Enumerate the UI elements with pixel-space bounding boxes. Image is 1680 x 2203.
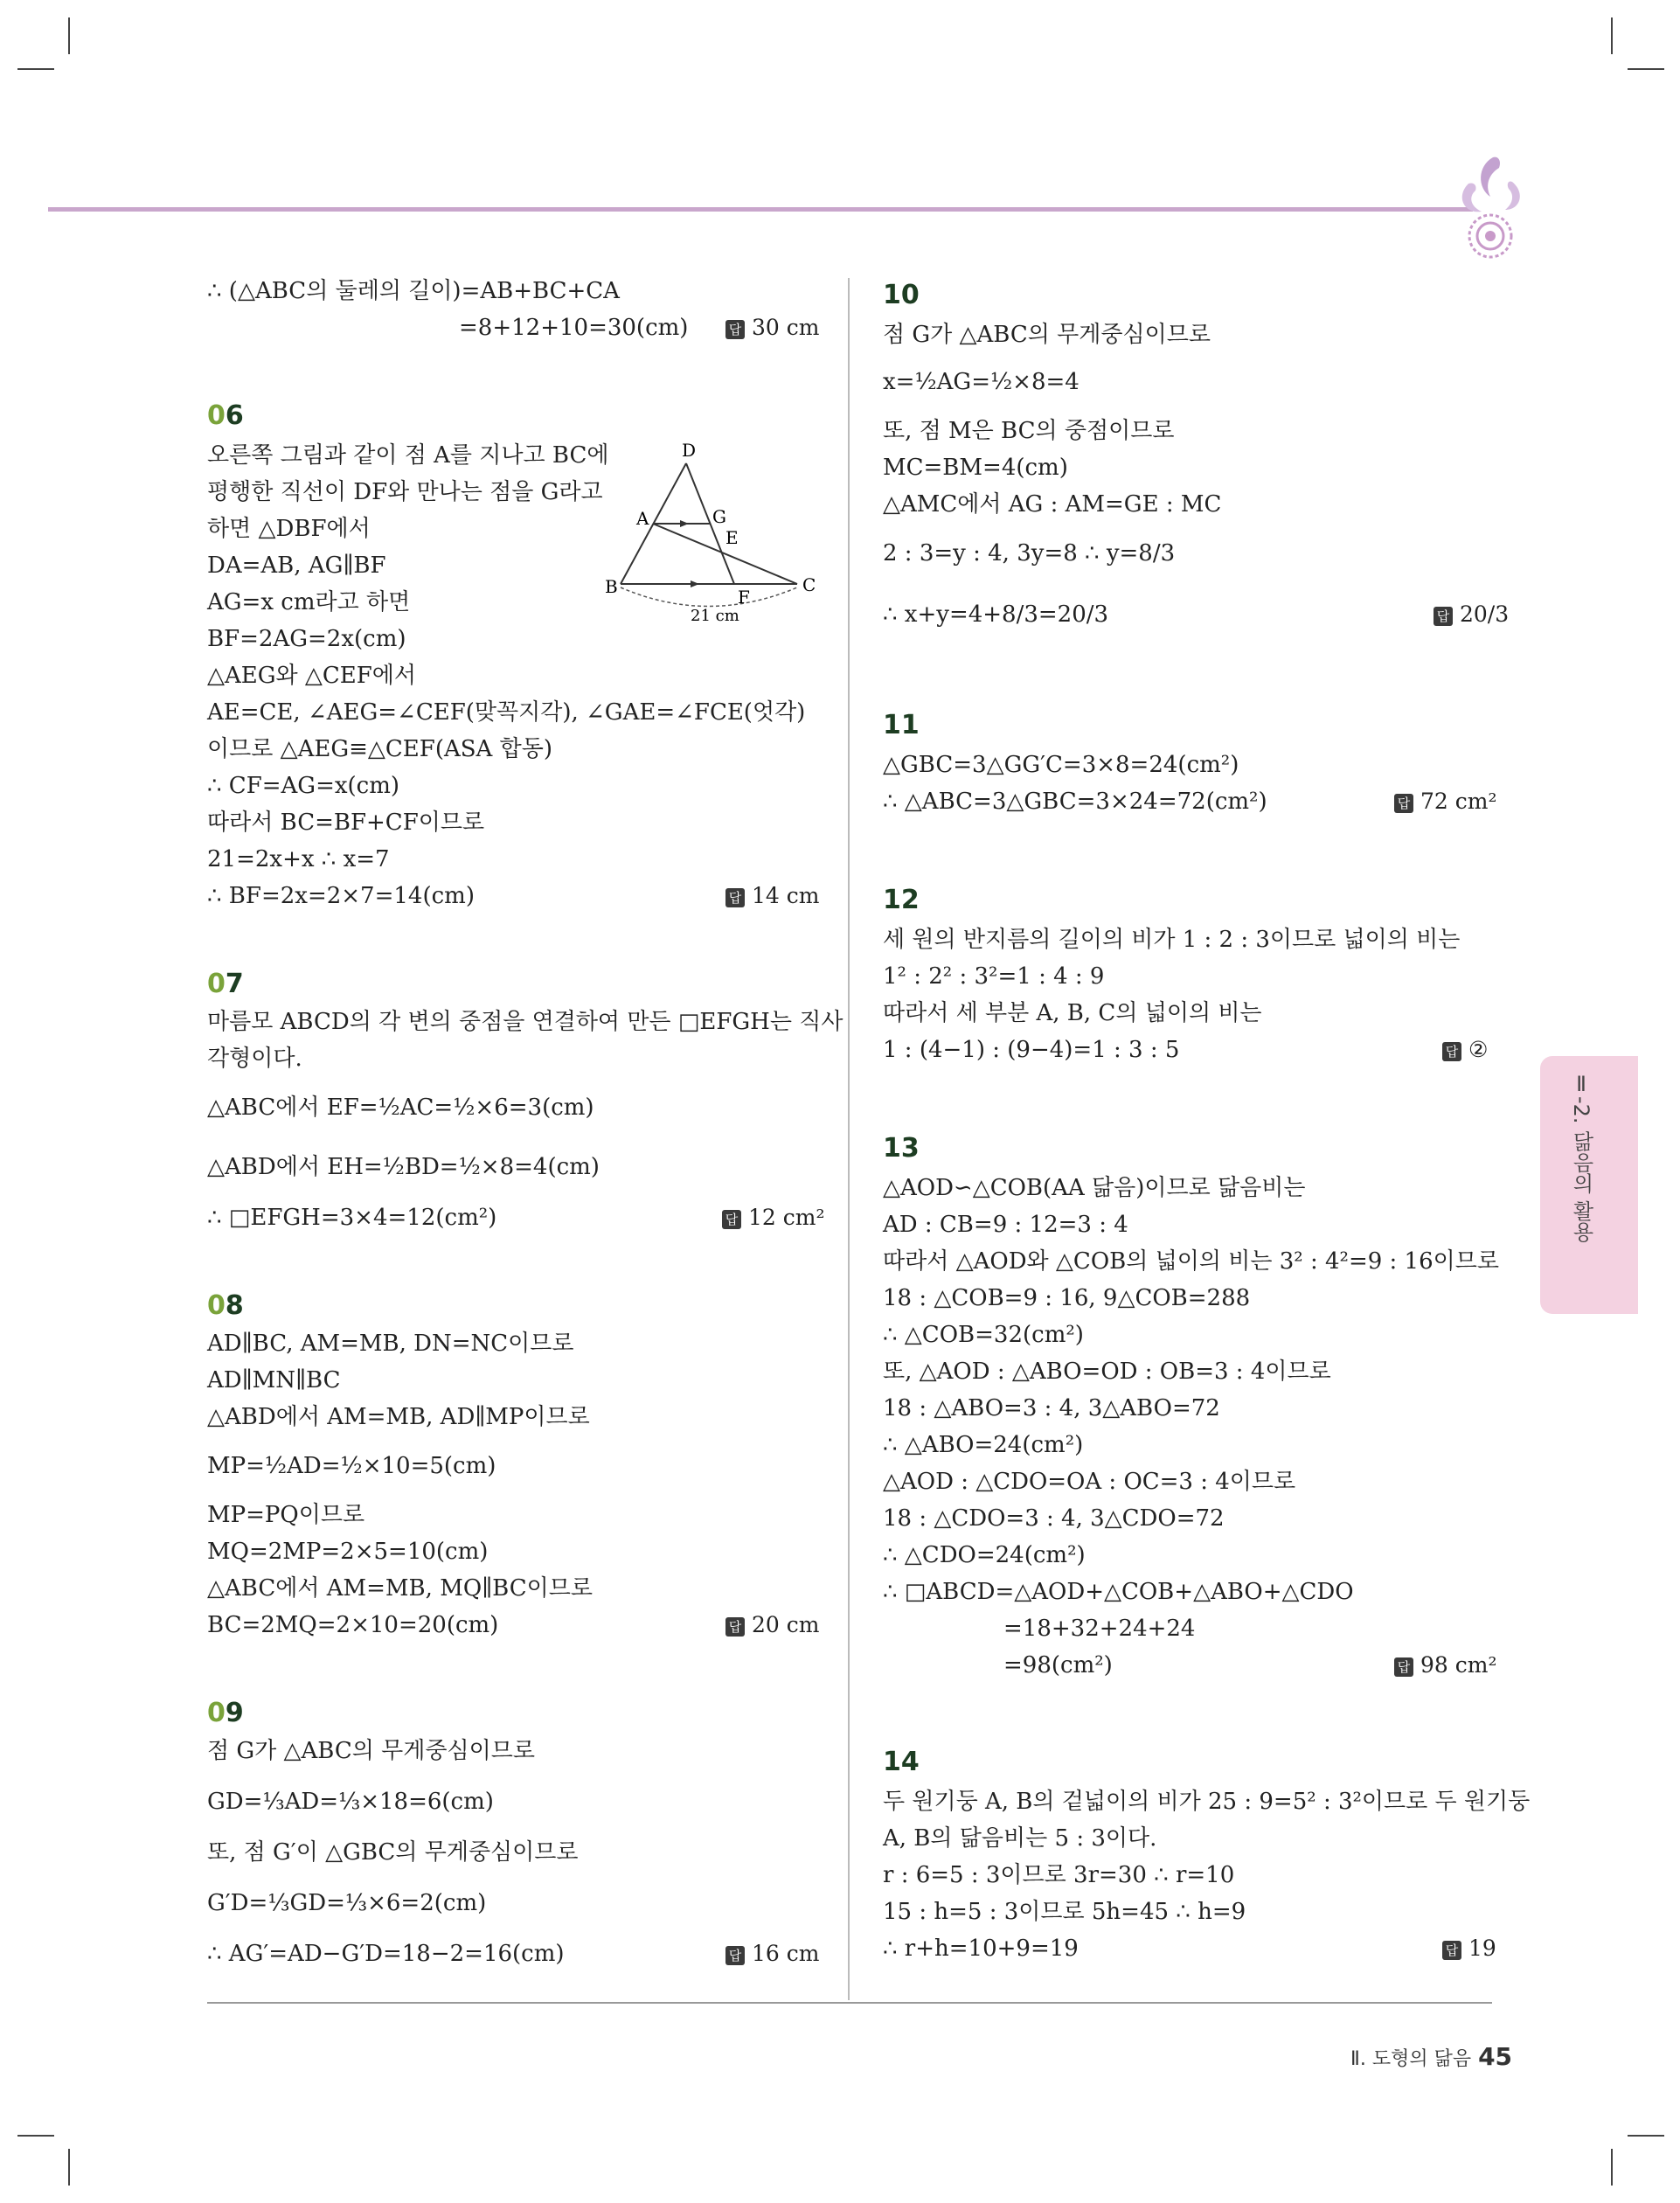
footer-chapter: Ⅱ. 도형의 닮음 xyxy=(1350,2048,1472,2070)
solution-line: △AEG와 △CEF에서 xyxy=(207,663,417,689)
solution-line: x=½AG=½×8=4 xyxy=(883,369,1080,395)
solution-line: AD : CB=9 : 12=3 : 4 xyxy=(883,1212,1128,1238)
solution-line: ∴ △COB=32(cm²) xyxy=(883,1322,1084,1348)
intro-line: ∴ (△ABC의 둘레의 길이)=AB+BC+CA xyxy=(207,278,620,304)
solution-line: MC=BM=4(cm) xyxy=(883,455,1068,481)
solution-line: AG=x cm라고 하면 xyxy=(207,589,411,615)
solution-line: AE=CE, ∠AEG=∠CEF(맞꼭지각), ∠GAE=∠FCE(엇각) xyxy=(207,699,806,726)
answer-badge: 답 72 cm² xyxy=(1394,787,1497,817)
answer-badge: 답 20/3 xyxy=(1434,600,1509,629)
figure-label-b: B xyxy=(605,576,618,597)
solution-line: G′D=⅓GD=⅓×6=2(cm) xyxy=(207,1890,487,1916)
solution-line: 점 G가 △ABC의 무게중심이므로 xyxy=(207,1738,535,1764)
problem-number: 13 xyxy=(883,1133,920,1164)
solution-line: 15 : h=5 : 3이므로 5h=45 ∴ h=9 xyxy=(883,1899,1246,1925)
solution-line: △ABC에서 EF=½AC=½×6=3(cm) xyxy=(207,1095,594,1121)
solution-line: △ABD에서 EH=½BD=½×8=4(cm) xyxy=(207,1154,600,1180)
solution-line: MP=½AD=½×10=5(cm) xyxy=(207,1453,496,1479)
solution-line: 마름모 ABCD의 각 변의 중점을 연결하여 만든 □EFGH는 직사 xyxy=(207,1009,843,1035)
answer-badge: 답 98 cm² xyxy=(1394,1651,1497,1680)
solution-line: 오른쪽 그림과 같이 점 A를 지나고 BC에 xyxy=(207,442,609,469)
solution-line: GD=⅓AD=⅓×18=6(cm) xyxy=(207,1789,494,1815)
crop-mark xyxy=(68,2149,70,2186)
side-tab-label: Ⅱ-2. 닮음의 활용 xyxy=(1569,1072,1593,1242)
answer-badge: 답 14 cm xyxy=(725,881,819,911)
figure-label-a: A xyxy=(636,508,649,529)
solution-line: 이므로 △AEG≡△CEF(ASA 합동) xyxy=(207,736,552,762)
problem-number: 11 xyxy=(883,710,920,740)
solution-line: 또, 점 G′이 △GBC의 무게중심이므로 xyxy=(207,1839,579,1866)
solution-line: MP=PQ이므로 xyxy=(207,1502,365,1528)
solution-line: ∴ △ABO=24(cm²) xyxy=(883,1432,1084,1458)
solution-line: 2 : 3=y : 4, 3y=8 ∴ y=8/3 xyxy=(883,540,1176,566)
solution-line: DA=AB, AG∥BF xyxy=(207,552,386,579)
crop-mark xyxy=(1628,2135,1664,2137)
solution-line: 따라서 세 부분 A, B, C의 넓이의 비는 xyxy=(883,1000,1262,1026)
solution-line: △ABC에서 AM=MB, MQ∥BC이므로 xyxy=(207,1575,593,1602)
solution-line: 세 원의 반지름의 길이의 비가 1 : 2 : 3이므로 넓이의 비는 xyxy=(883,927,1461,953)
solution-line: 또, 점 M은 BC의 중점이므로 xyxy=(883,418,1175,444)
solution-line: 따라서 BC=BF+CF이므로 xyxy=(207,810,485,836)
figure-length-label: 21 cm xyxy=(691,607,739,625)
crop-mark xyxy=(1628,68,1664,70)
crop-mark xyxy=(1611,17,1613,54)
problem-number: 10 xyxy=(883,280,920,310)
solution-line: ∴ x+y=4+8/3=20/3 xyxy=(883,601,1109,628)
solution-line: 하면 △DBF에서 xyxy=(207,516,371,542)
problem-number: 06 xyxy=(207,400,244,431)
solution-line: △GBC=3△GG′C=3×8=24(cm²) xyxy=(883,752,1239,778)
solution-line: BC=2MQ=2×10=20(cm) xyxy=(207,1612,499,1638)
solution-line: ∴ □ABCD=△AOD+△COB+△ABO+△CDO xyxy=(883,1579,1354,1605)
solution-line: ∴ △CDO=24(cm²) xyxy=(883,1542,1086,1568)
solution-line: 점 G가 △ABC의 무게중심이므로 xyxy=(883,322,1211,348)
answer-badge: 답 16 cm xyxy=(725,1939,819,1969)
bottom-rule xyxy=(207,2002,1492,2004)
crop-mark xyxy=(17,68,54,70)
figure-label-g: G xyxy=(712,506,726,527)
solution-line: ∴ □EFGH=3×4=12(cm²) xyxy=(207,1205,497,1231)
answer-badge: 답 20 cm xyxy=(725,1610,819,1640)
solution-line: ∴ AG′=AD−G′D=18−2=16(cm) xyxy=(207,1941,565,1967)
solution-line: AD∥BC, AM=MB, DN=NC이므로 xyxy=(207,1331,574,1357)
solution-line: 18 : △COB=9 : 16, 9△COB=288 xyxy=(883,1285,1251,1311)
solution-line: 두 원기둥 A, B의 겉넓이의 비가 25 : 9=5² : 3²이므로 두 원기둥 xyxy=(883,1789,1531,1815)
solution-line: AD∥MN∥BC xyxy=(207,1367,341,1393)
solution-line: 1² : 2² : 3²=1 : 4 : 9 xyxy=(883,963,1105,990)
crop-mark xyxy=(1611,2149,1613,2186)
solution-line: A, B의 닮음비는 5 : 3이다. xyxy=(883,1825,1157,1852)
problem-number: 09 xyxy=(207,1698,244,1728)
solution-line: r : 6=5 : 3이므로 3r=30 ∴ r=10 xyxy=(883,1862,1235,1888)
answer-badge: 답 30 cm xyxy=(725,313,819,343)
solution-line: =98(cm²) xyxy=(1003,1652,1113,1678)
solution-line: 18 : △ABO=3 : 4, 3△ABO=72 xyxy=(883,1395,1220,1421)
solution-line: 18 : △CDO=3 : 4, 3△CDO=72 xyxy=(883,1505,1225,1532)
solution-line: =18+32+24+24 xyxy=(1003,1616,1196,1642)
problem-number: 07 xyxy=(207,969,244,999)
solution-line: MQ=2MP=2×5=10(cm) xyxy=(207,1539,489,1565)
solution-line: ∴ CF=AG=x(cm) xyxy=(207,773,400,799)
header-rule xyxy=(48,207,1473,212)
solution-line: ∴ BF=2x=2×7=14(cm) xyxy=(207,883,475,909)
column-divider xyxy=(848,278,850,2000)
figure-label-d: D xyxy=(682,440,697,461)
solution-line: △ABD에서 AM=MB, AD∥MP이므로 xyxy=(207,1404,590,1430)
crop-mark xyxy=(68,17,70,54)
solution-line: 평행한 직선이 DF와 만나는 점을 G라고 xyxy=(207,479,603,505)
solution-line: 21=2x+x ∴ x=7 xyxy=(207,846,390,872)
solution-line: △AOD∽△COB(AA 닮음)이므로 닮음비는 xyxy=(883,1175,1306,1201)
flower-ornament-icon xyxy=(1451,149,1530,271)
solution-line: △AOD : △CDO=OA : OC=3 : 4이므로 xyxy=(883,1469,1296,1495)
figure-label-e: E xyxy=(725,527,739,548)
solution-line: 각형이다. xyxy=(207,1046,302,1072)
solution-line: 1 : (4−1) : (9−4)=1 : 3 : 5 xyxy=(883,1037,1180,1063)
solution-line: 따라서 △AOD와 △COB의 넓이의 비는 3² : 4²=9 : 16이므로 xyxy=(883,1248,1499,1275)
answer-badge: 답 ② xyxy=(1442,1035,1488,1065)
problem-number: 14 xyxy=(883,1747,920,1777)
figure-label-c: C xyxy=(802,574,816,595)
page-number: 45 xyxy=(1478,2042,1513,2071)
answer-badge: 답 12 cm² xyxy=(722,1203,825,1233)
intro-line: =8+12+10=30(cm) xyxy=(459,315,689,341)
figure-label-f: F xyxy=(738,587,750,608)
answer-badge: 답 19 xyxy=(1442,1934,1496,1963)
problem-number: 08 xyxy=(207,1290,244,1321)
problem-number: 12 xyxy=(883,885,920,915)
solution-line: △AMC에서 AG : AM=GE : MC xyxy=(883,491,1222,518)
crop-mark xyxy=(17,2135,54,2137)
solution-line: ∴ △ABC=3△GBC=3×24=72(cm²) xyxy=(883,789,1267,815)
triangle-figure xyxy=(603,437,830,629)
solution-line: BF=2AG=2x(cm) xyxy=(207,626,406,652)
solution-line: 또, △AOD : △ABO=OD : OB=3 : 4이므로 xyxy=(883,1359,1331,1385)
solution-line: ∴ r+h=10+9=19 xyxy=(883,1935,1079,1962)
chapter-side-tab xyxy=(1540,1056,1638,1314)
page-footer xyxy=(1350,2042,1512,2071)
